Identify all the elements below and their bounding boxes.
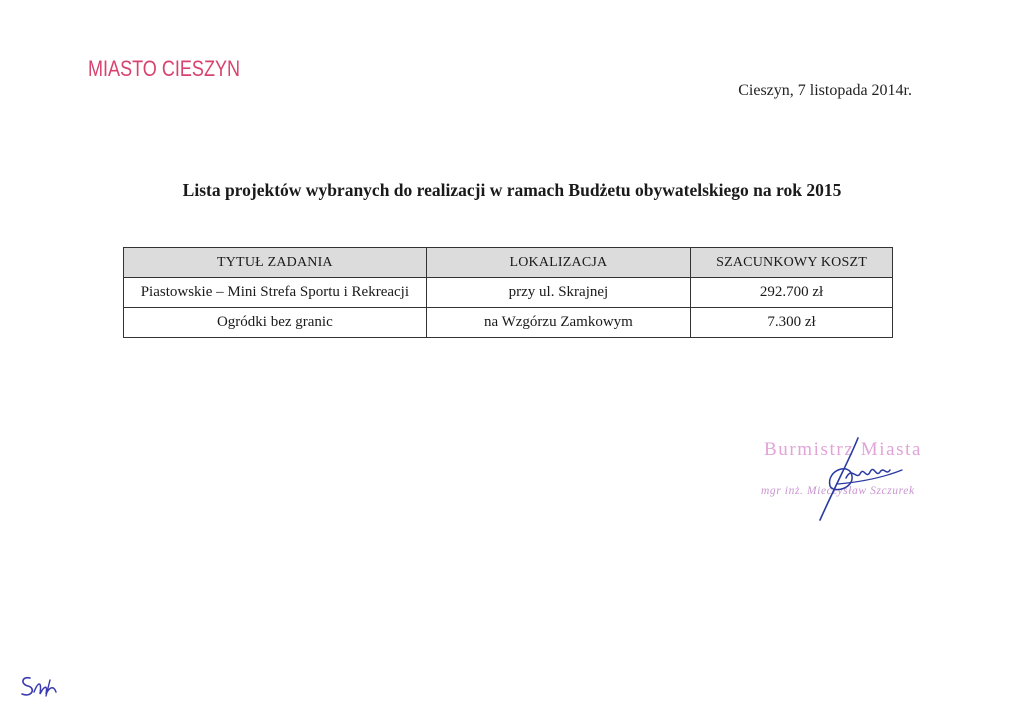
initials-icon xyxy=(16,672,64,702)
cost-cell: 292.700 zł xyxy=(691,278,893,308)
task-title-cell: Ogródki bez granic xyxy=(124,308,427,338)
seal-name: mgr inż. Mieczysław Szczurek xyxy=(761,485,915,497)
location-cell: na Wzgórzu Zamkowym xyxy=(426,308,690,338)
seal-title: Burmistrz Miasta xyxy=(764,439,923,460)
city-stamp: MIASTO CIESZYN xyxy=(88,56,241,81)
table-header-row xyxy=(124,248,893,278)
cost-cell: 7.300 zł xyxy=(691,308,893,338)
projects-table xyxy=(123,247,893,338)
document-date: Cieszyn, 7 listopada 2014r. xyxy=(738,82,912,99)
table-row xyxy=(124,278,893,308)
header-location: LOKALIZACJA xyxy=(426,248,690,278)
header-estimated-cost: SZACUNKOWY KOSZT xyxy=(691,248,893,278)
header-task-title: TYTUŁ ZADANIA xyxy=(124,248,427,278)
location-cell: przy ul. Skrajnej xyxy=(426,278,690,308)
table-row xyxy=(124,308,893,338)
document-title: Lista projektów wybranych do realizacji w ramach Budżetu obywatelskiego na rok 2015 xyxy=(182,180,842,200)
signature-icon xyxy=(790,434,920,524)
task-title-cell: Piastowskie – Mini Strefa Sportu i Rekreacji xyxy=(124,278,427,308)
